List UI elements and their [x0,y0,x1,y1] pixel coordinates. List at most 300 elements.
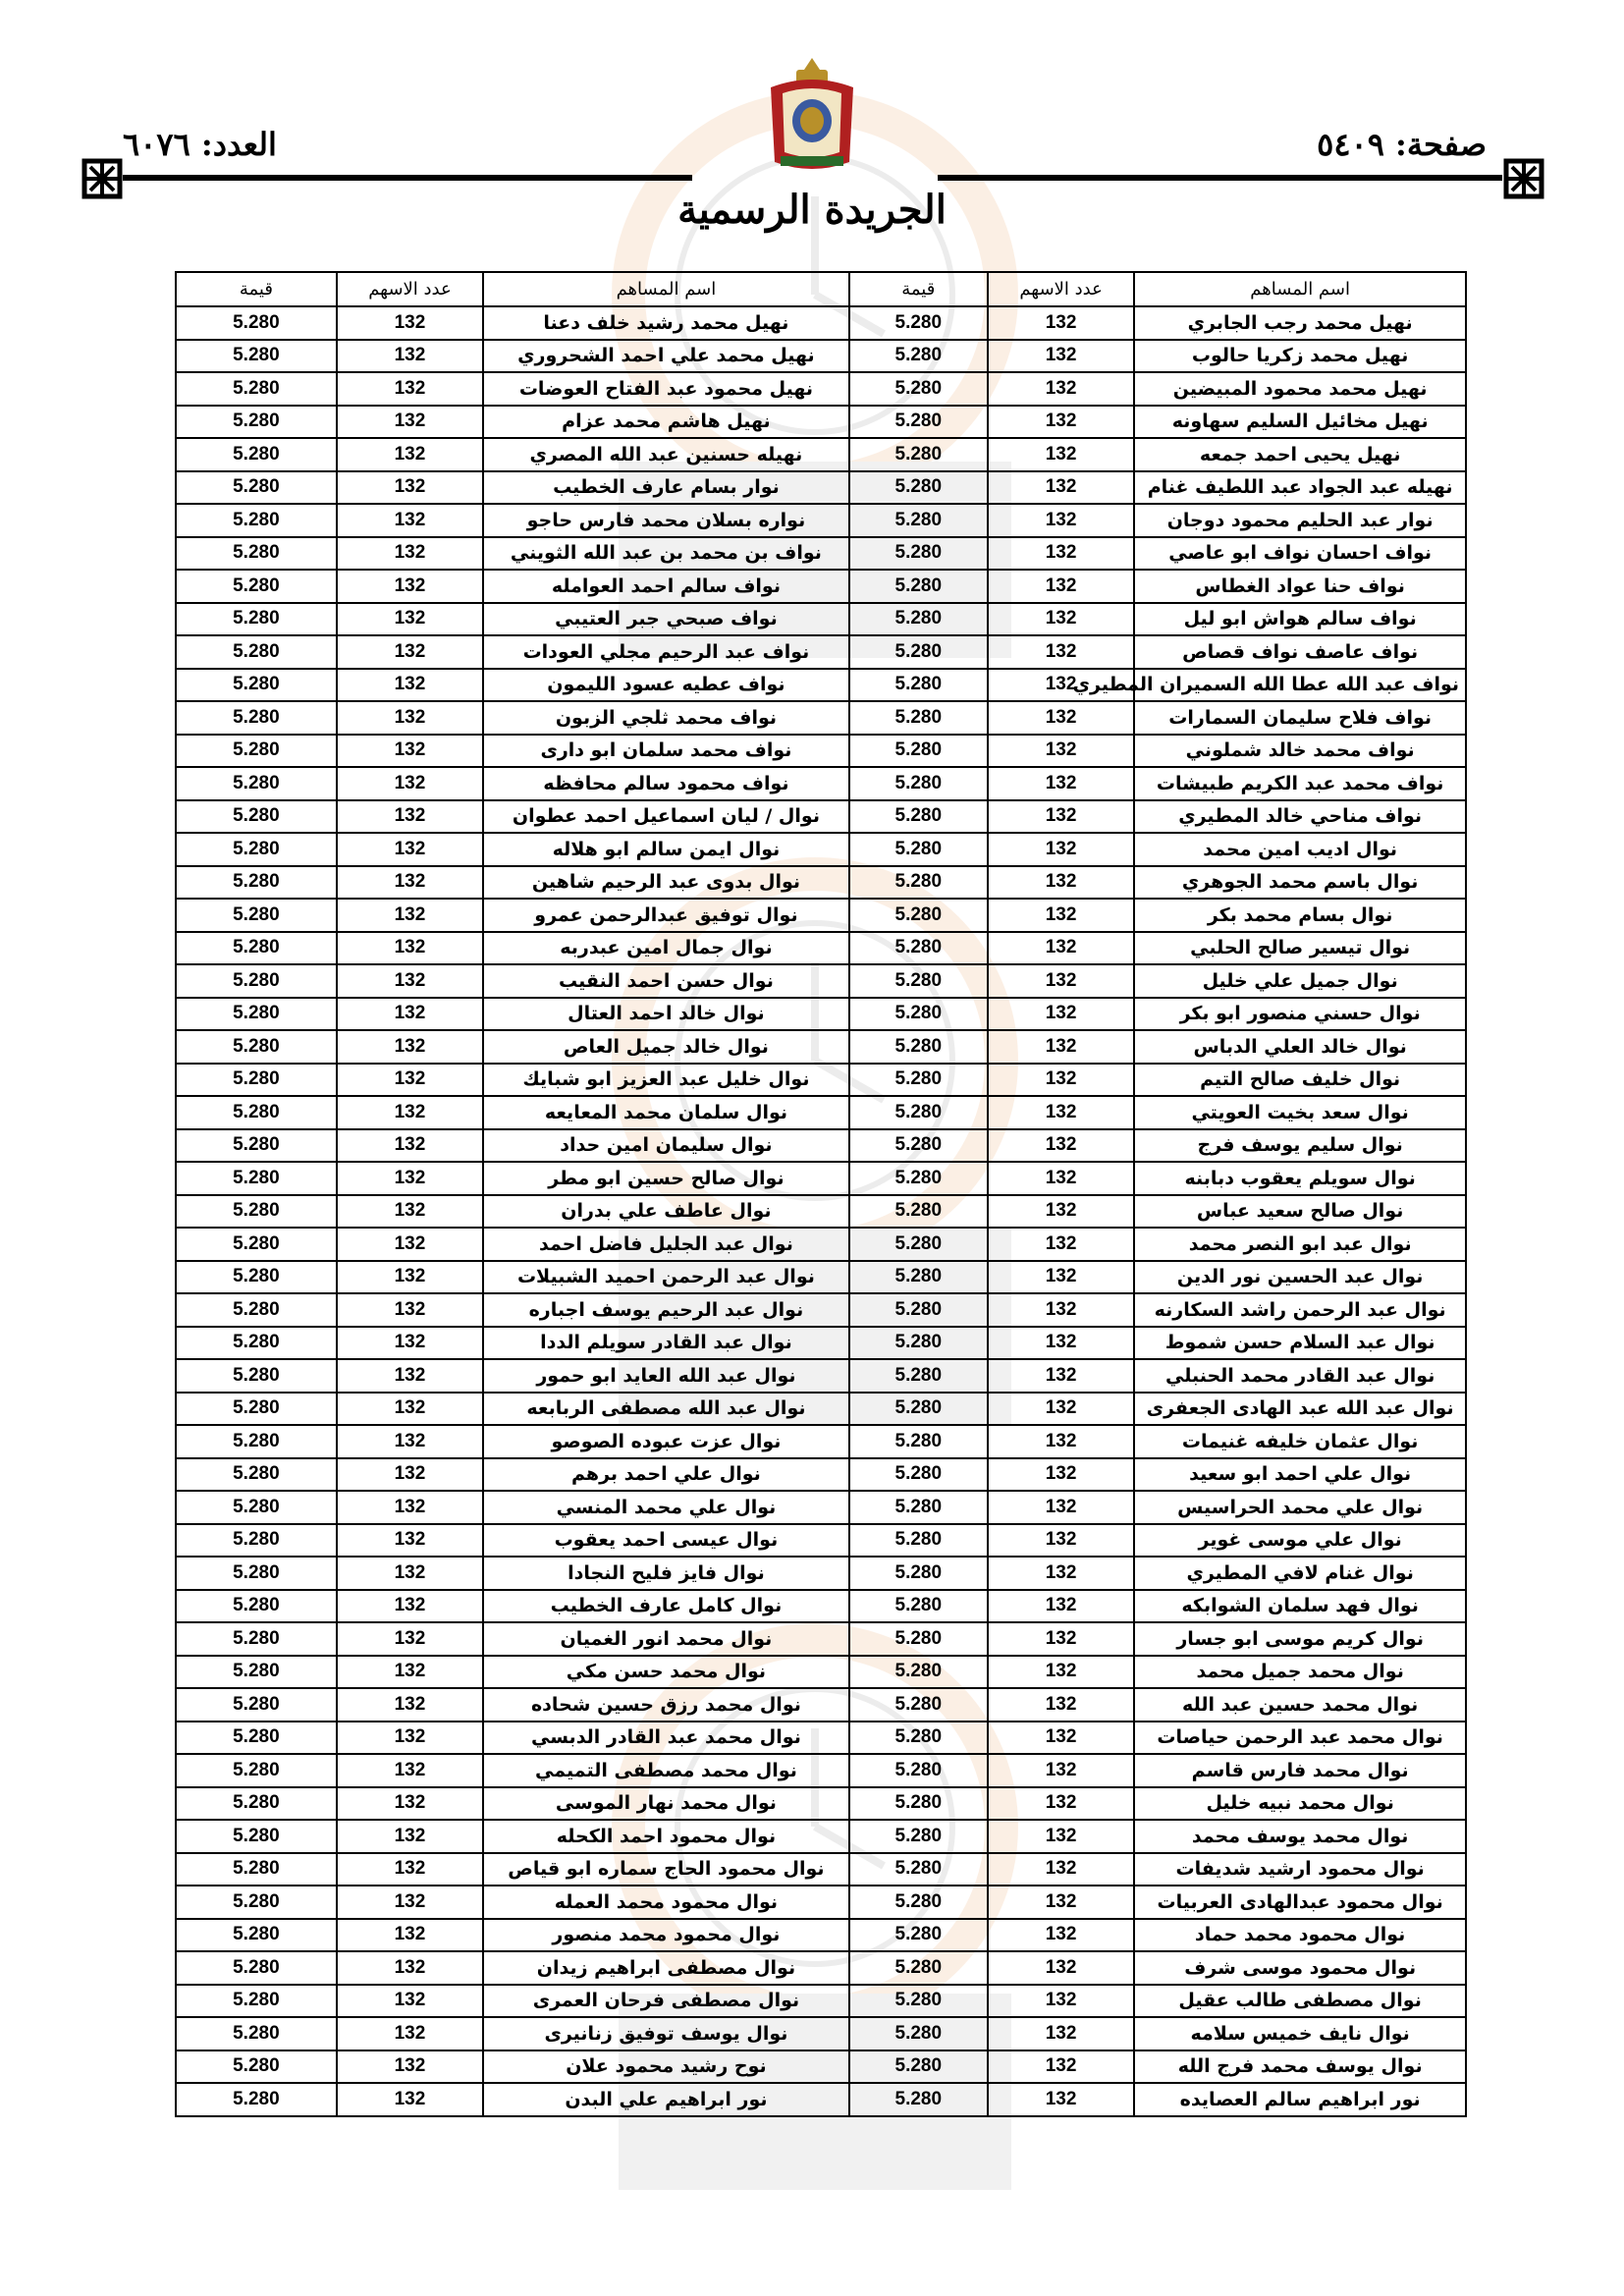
share-value: 5.280 [849,1030,988,1064]
share-count: 132 [988,1787,1134,1821]
shareholder-name: نوال كامل عارف الخطيب [483,1590,849,1623]
share-value: 5.280 [176,635,337,669]
share-value: 5.280 [176,372,337,406]
shareholder-name: نوال عبد الرحمن احميد الشبيلات [483,1261,849,1294]
table-row [176,1754,1466,1787]
shareholder-name: نواف عبد الله عطا الله السميران المطيري [1134,669,1466,702]
table-row [176,1688,1466,1722]
share-count: 132 [337,1951,483,1985]
share-value: 5.280 [176,537,337,571]
shareholder-name: نواف عطيه عسود الليمون [483,669,849,702]
share-count: 132 [988,603,1134,636]
share-count: 132 [988,1425,1134,1458]
share-value: 5.280 [176,899,337,932]
share-value: 5.280 [176,1425,337,1458]
share-count: 132 [337,2083,483,2116]
share-value: 5.280 [849,735,988,768]
shareholder-name: نوال بسام محمد بكر [1134,899,1466,932]
share-count: 132 [337,1688,483,1722]
page-header [0,0,1624,255]
shareholder-name: نوال علي احمد ابو سعيد [1134,1458,1466,1492]
shareholder-name: نواره بسلان محمد فارس حاجو [483,504,849,537]
share-count: 132 [337,1787,483,1821]
share-value: 5.280 [849,635,988,669]
share-value: 5.280 [176,866,337,900]
share-count: 132 [988,1688,1134,1722]
share-count: 132 [988,701,1134,735]
share-value: 5.280 [849,1754,988,1787]
share-count: 132 [337,1096,483,1129]
share-value: 5.280 [849,1393,988,1426]
column-header-value: قيمة [849,272,988,306]
table-row [176,1985,1466,2018]
table-row [176,1293,1466,1327]
shareholder-name: نوال محمود عبدالهادى العربيات [1134,1886,1466,1919]
share-value: 5.280 [176,340,337,373]
share-count: 132 [988,504,1134,537]
table-row [176,1951,1466,1985]
share-count: 132 [337,504,483,537]
shareholder-name: نواف عاصف نواف قصاص [1134,635,1466,669]
share-value: 5.280 [849,800,988,834]
share-value: 5.280 [176,2083,337,2116]
table-row [176,833,1466,866]
share-count: 132 [988,1590,1134,1623]
share-count: 132 [988,932,1134,965]
table-row [176,1129,1466,1163]
share-value: 5.280 [176,1754,337,1787]
shareholder-name: نوال عبد الله عبد الهادى الجعفرى [1134,1393,1466,1426]
share-value: 5.280 [176,570,337,603]
shareholder-name: نوال محمد رزق حسين شحاده [483,1688,849,1722]
share-value: 5.280 [849,964,988,998]
share-count: 132 [988,1820,1134,1853]
shareholder-name: نواف محمد سلمان ابو دارى [483,735,849,768]
share-count: 132 [988,340,1134,373]
shareholder-name: نوال محمود الحاج سماره ابو قياص [483,1853,849,1886]
shareholder-name: نوال مصطفى طالب عقيل [1134,1985,1466,2018]
shareholder-name: نوال مصطفى ابراهيم زيدان [483,1951,849,1985]
share-value: 5.280 [176,1688,337,1722]
shareholder-name: نهيل محمد رشيد خلف دعنا [483,306,849,340]
shareholder-name: نوال محمود محمد حماد [1134,1919,1466,1952]
shareholder-name: نوال عبد القادر محمد الحنبلي [1134,1359,1466,1393]
header-rule-right [938,175,1502,181]
table-row [176,537,1466,571]
share-count: 132 [988,1228,1134,1261]
share-value: 5.280 [849,1787,988,1821]
share-value: 5.280 [849,471,988,505]
shareholder-name: نواف سالم احمد العوامله [483,570,849,603]
share-count: 132 [337,1327,483,1360]
shareholder-name: نوال خالد العلي الدباس [1134,1030,1466,1064]
table-row [176,1886,1466,1919]
share-value: 5.280 [176,1722,337,1755]
coat-of-arms-icon [761,54,863,177]
table-row [176,767,1466,800]
column-header-name: اسم المساهم [483,272,849,306]
table-row [176,603,1466,636]
table-row [176,635,1466,669]
share-value: 5.280 [176,1820,337,1853]
share-value: 5.280 [849,899,988,932]
shareholder-name: نواف محمود سالم محافظه [483,767,849,800]
share-value: 5.280 [849,1228,988,1261]
share-count: 132 [337,1228,483,1261]
table-row [176,471,1466,505]
shareholder-name: نوال علي محمد المنسي [483,1491,849,1524]
table-row [176,701,1466,735]
shareholder-name: نوال سلمان محمد المعايعه [483,1096,849,1129]
shareholder-name: نوال محمد حسن مكي [483,1656,849,1689]
share-value: 5.280 [849,372,988,406]
share-count: 132 [988,899,1134,932]
table-row [176,1590,1466,1623]
shareholder-name: نوال خالد احمد العتال [483,998,849,1031]
share-value: 5.280 [849,1557,988,1590]
shareholder-name: نوال صالح سعيد عباس [1134,1195,1466,1229]
shareholder-name: نوال محمد فارس قاسم [1134,1754,1466,1787]
table-row [176,1722,1466,1755]
share-count: 132 [988,735,1134,768]
shareholder-name: نوال سعد بخيت العويتي [1134,1096,1466,1129]
share-value: 5.280 [176,1064,337,1097]
share-value: 5.280 [176,735,337,768]
shareholder-name: نواف سالم هواش ابو ليل [1134,603,1466,636]
share-value: 5.280 [176,471,337,505]
shareholder-name: نوح رشيد محمود علان [483,2050,849,2084]
shareholder-name: نواف محمد خالد شملوني [1134,735,1466,768]
shareholder-name: نوال خالد جميل العاص [483,1030,849,1064]
share-value: 5.280 [849,438,988,471]
share-count: 132 [337,1293,483,1327]
table-row [176,735,1466,768]
share-value: 5.280 [849,866,988,900]
share-value: 5.280 [849,1951,988,1985]
table-row [176,899,1466,932]
share-count: 132 [988,2050,1134,2084]
share-value: 5.280 [849,1162,988,1195]
share-value: 5.280 [849,1064,988,1097]
share-count: 132 [988,570,1134,603]
share-value: 5.280 [176,1195,337,1229]
share-count: 132 [337,767,483,800]
share-value: 5.280 [849,406,988,439]
share-count: 132 [988,1096,1134,1129]
share-count: 132 [988,767,1134,800]
shareholder-name: نواف مناحي خالد المطيري [1134,800,1466,834]
share-count: 132 [988,2083,1134,2116]
table-row [176,1656,1466,1689]
share-value: 5.280 [849,1327,988,1360]
shareholder-name: نهيل محمد زكريا حالوب [1134,340,1466,373]
share-value: 5.280 [849,1919,988,1952]
share-count: 132 [337,2050,483,2084]
share-count: 132 [337,1195,483,1229]
shareholder-name: نوار بسام عارف الخطيب [483,471,849,505]
share-value: 5.280 [849,603,988,636]
share-value: 5.280 [849,1886,988,1919]
table-row [176,2083,1466,2116]
shareholder-name: نوال محمود محمد العمله [483,1886,849,1919]
gazette-title: الجريدة الرسمية [677,187,947,233]
share-count: 132 [988,1985,1134,2018]
shareholder-name: نوال خليف صالح التيم [1134,1064,1466,1097]
share-count: 132 [337,1754,483,1787]
share-count: 132 [337,438,483,471]
shareholder-name: نواف محمد عبد الكريم طبيشات [1134,767,1466,800]
table-row [176,800,1466,834]
table-row [176,1195,1466,1229]
share-value: 5.280 [849,1656,988,1689]
share-value: 5.280 [176,1293,337,1327]
share-count: 132 [337,1458,483,1492]
share-count: 132 [337,1261,483,1294]
share-value: 5.280 [849,1622,988,1656]
share-value: 5.280 [176,1557,337,1590]
table-row [176,1030,1466,1064]
share-value: 5.280 [176,1853,337,1886]
shareholder-name: نوال توفيق عبدالرحمن عمرو [483,899,849,932]
table-row [176,438,1466,471]
table-row [176,1425,1466,1458]
shareholder-name: نوال عبد ابو النصر محمد [1134,1228,1466,1261]
shareholder-name: نواف محمد ثلجي الزبون [483,701,849,735]
share-count: 132 [988,1951,1134,1985]
shareholder-name: نوال محمد انور الغميان [483,1622,849,1656]
shareholder-name: نوال محمد يوسف محمد [1134,1820,1466,1853]
shareholder-name: نوال حسني منصور ابو بكر [1134,998,1466,1031]
share-count: 132 [337,1064,483,1097]
share-count: 132 [988,669,1134,702]
table-row [176,306,1466,340]
shareholder-name: نوال علي احمد برهم [483,1458,849,1492]
shareholder-name: نوال بدوى عبد الرحيم شاهين [483,866,849,900]
share-count: 132 [337,899,483,932]
shareholder-name: نور ابراهيم سالم العصايده [1134,2083,1466,2116]
share-count: 132 [337,1919,483,1952]
share-value: 5.280 [176,1886,337,1919]
share-count: 132 [337,1590,483,1623]
share-count: 132 [337,1030,483,1064]
table-row [176,1261,1466,1294]
shareholder-name: نهيله عبد الجواد عبد اللطيف غنام [1134,471,1466,505]
share-value: 5.280 [849,701,988,735]
share-count: 132 [337,1985,483,2018]
share-count: 132 [337,406,483,439]
share-value: 5.280 [176,1162,337,1195]
shareholder-name: نوال كريم موسى ابو جسار [1134,1622,1466,1656]
shareholder-name: نهيل مخائيل السليم سهاونه [1134,406,1466,439]
share-value: 5.280 [849,833,988,866]
table-row [176,406,1466,439]
share-value: 5.280 [849,1722,988,1755]
share-count: 132 [337,1656,483,1689]
shareholders-table [175,271,1467,2117]
share-value: 5.280 [176,2017,337,2050]
share-value: 5.280 [176,932,337,965]
column-header-value: قيمة [176,272,337,306]
shareholder-name: نوال عبد الله مصطفى الربابعه [483,1393,849,1426]
share-value: 5.280 [849,340,988,373]
shareholder-name: نوال خليل عبد العزيز ابو شبايك [483,1064,849,1097]
issue-number: العدد: ٦٠٧٦ [123,126,277,163]
share-count: 132 [337,1359,483,1393]
shareholder-name: نوال محمود محمد منصور [483,1919,849,1952]
column-header-shares: عدد الاسهم [988,272,1134,306]
share-count: 132 [337,1622,483,1656]
share-count: 132 [337,669,483,702]
share-count: 132 [337,932,483,965]
share-value: 5.280 [176,306,337,340]
shareholder-name: نوال / ليان اسماعيل احمد عطوان [483,800,849,834]
share-value: 5.280 [849,1688,988,1722]
share-count: 132 [988,1393,1134,1426]
shareholder-name: نهيل محمد علي احمد الشحروري [483,340,849,373]
table-row [176,998,1466,1031]
share-value: 5.280 [176,1327,337,1360]
shareholder-name: نوال نايف خميس سلامه [1134,2017,1466,2050]
share-value: 5.280 [176,1261,337,1294]
share-value: 5.280 [849,1491,988,1524]
share-count: 132 [337,1853,483,1886]
table-row [176,1359,1466,1393]
share-count: 132 [988,1195,1134,1229]
table-row [176,1393,1466,1426]
shareholder-name: نوال محمود موسى شرف [1134,1951,1466,1985]
share-count: 132 [337,2017,483,2050]
share-count: 132 [337,998,483,1031]
shareholder-name: نوال عزت عبوده الصوصو [483,1425,849,1458]
header-rule-left [123,175,692,181]
table-row [176,1458,1466,1492]
shareholder-name: نواف عبد الرحيم مجلي العودات [483,635,849,669]
share-count: 132 [988,866,1134,900]
table-row [176,1162,1466,1195]
share-value: 5.280 [849,1293,988,1327]
share-value: 5.280 [176,504,337,537]
share-count: 132 [337,964,483,998]
table-row [176,1853,1466,1886]
share-value: 5.280 [176,1985,337,2018]
share-count: 132 [988,1293,1134,1327]
share-count: 132 [988,1359,1134,1393]
share-value: 5.280 [849,1129,988,1163]
share-value: 5.280 [176,1491,337,1524]
share-count: 132 [337,1129,483,1163]
share-count: 132 [988,964,1134,998]
share-value: 5.280 [849,2083,988,2116]
table-row [176,340,1466,373]
share-count: 132 [988,1656,1134,1689]
shareholder-name: نوال صالح حسين ابو مطر [483,1162,849,1195]
share-count: 132 [337,340,483,373]
shareholder-name: نوال عبد الرحيم يوسف اجباره [483,1293,849,1327]
shareholder-name: نوال محمد حسين عبد الله [1134,1688,1466,1722]
share-count: 132 [988,1327,1134,1360]
shareholder-name: نوال محمد نبيه خليل [1134,1787,1466,1821]
share-count: 132 [988,800,1134,834]
share-count: 132 [988,1622,1134,1656]
share-value: 5.280 [849,1985,988,2018]
share-value: 5.280 [176,1393,337,1426]
column-header-name: اسم المساهم [1134,272,1466,306]
share-count: 132 [337,471,483,505]
shareholder-name: نوال غنام لافي المطيري [1134,1557,1466,1590]
share-value: 5.280 [176,669,337,702]
table-row [176,2017,1466,2050]
share-value: 5.280 [176,2050,337,2084]
share-count: 132 [337,800,483,834]
share-count: 132 [988,1261,1134,1294]
share-value: 5.280 [849,1359,988,1393]
share-count: 132 [988,1064,1134,1097]
shareholder-name: نوال يوسف محمد فرج الله [1134,2050,1466,2084]
share-count: 132 [337,1393,483,1426]
share-count: 132 [988,1557,1134,1590]
table-row [176,1096,1466,1129]
share-count: 132 [337,1524,483,1558]
shareholder-name: نوال اديب امين محمد [1134,833,1466,866]
shareholder-name: نوال حسن احمد النقيب [483,964,849,998]
shareholder-name: نوال عيسى احمد يعقوب [483,1524,849,1558]
share-value: 5.280 [849,669,988,702]
share-count: 132 [988,1162,1134,1195]
shareholder-name: نوال عثمان خليفه غنيمات [1134,1425,1466,1458]
share-count: 132 [337,537,483,571]
shareholder-name: نوال محمد مصطفى التميمي [483,1754,849,1787]
share-value: 5.280 [849,570,988,603]
table-row [176,1919,1466,1952]
share-count: 132 [988,1491,1134,1524]
table-row [176,964,1466,998]
share-value: 5.280 [176,1030,337,1064]
shareholder-name: نوال سليمان امين حداد [483,1129,849,1163]
shareholder-name: نور ابراهيم علي البدن [483,2083,849,2116]
share-value: 5.280 [176,964,337,998]
table-row [176,1622,1466,1656]
shareholder-name: نوال جميل علي خليل [1134,964,1466,998]
shareholder-name: نهيل هاشم محمد عزام [483,406,849,439]
share-count: 132 [988,2017,1134,2050]
share-value: 5.280 [176,603,337,636]
share-value: 5.280 [849,1524,988,1558]
shareholder-name: نوال فهد سلمان الشوابكه [1134,1590,1466,1623]
share-count: 132 [337,701,483,735]
shareholder-name: نوال سويلم يعقوب دبابنه [1134,1162,1466,1195]
shareholder-name: نهيله حسنين عبد الله المصري [483,438,849,471]
shareholder-name: نوال جمال امين عبدربه [483,932,849,965]
share-value: 5.280 [176,1096,337,1129]
shareholder-name: نوال عبد السلام حسن شموط [1134,1327,1466,1360]
share-count: 132 [337,1491,483,1524]
share-value: 5.280 [176,1129,337,1163]
share-value: 5.280 [176,1951,337,1985]
share-count: 132 [988,372,1134,406]
shareholder-name: نوال محمد عبد الرحمن حياصات [1134,1722,1466,1755]
share-value: 5.280 [176,1524,337,1558]
shareholder-name: نهيل محمد محمود المبيضين [1134,372,1466,406]
table-header-row [176,272,1466,306]
table-row [176,1820,1466,1853]
share-count: 132 [337,1557,483,1590]
share-count: 132 [337,1425,483,1458]
share-count: 132 [988,1853,1134,1886]
table-row [176,1491,1466,1524]
share-value: 5.280 [176,1656,337,1689]
share-count: 132 [337,735,483,768]
table-row [176,372,1466,406]
